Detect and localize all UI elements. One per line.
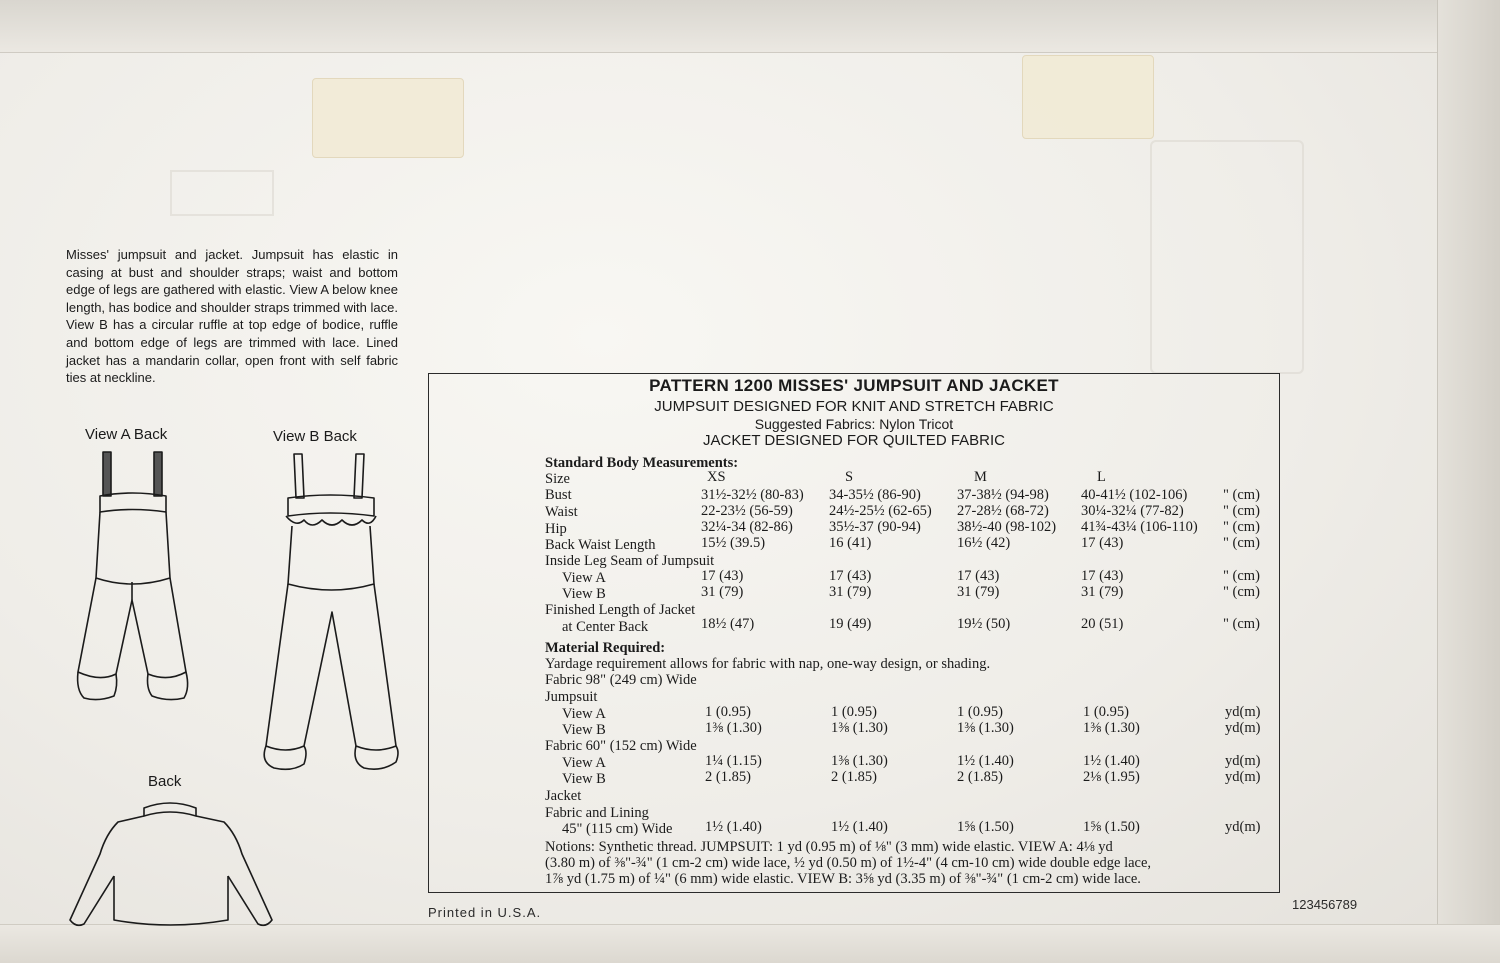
row-label: Back Waist Length (545, 537, 656, 553)
jacket-back-label: Back (148, 773, 182, 790)
measurement-chart (428, 373, 1280, 893)
cell: 1¼ (1.15) (705, 753, 762, 769)
material-heading: Material Required: (545, 640, 666, 656)
cell: 1 (0.95) (957, 704, 1003, 720)
suggested-fabrics: Suggested Fabrics: Nylon Tricot (754, 416, 954, 432)
view-a-label: View A Back (85, 426, 168, 443)
unit: " (cm) (1223, 535, 1260, 551)
cell: 1⅜ (1.30) (831, 753, 888, 769)
show-through-artwork (1150, 140, 1304, 374)
unit: yd(m) (1225, 704, 1261, 720)
cell: 1 (0.95) (705, 704, 751, 720)
view-a-back-illustration (70, 450, 210, 712)
show-through-artwork (170, 170, 274, 216)
pattern-description: Misses' jumpsuit and jacket. Jumpsuit has elastic in casing at bust and shoulder straps; waist and bottom edge of legs are gathered with elastic. View A below knee length, has bodice and shoulder straps trimmed with lace. View B has a circular ruffle at top edge of bodice, ruffle and bottom edge of legs are trimmed with lace. Lined jacket has a mandarin collar, open front with self fabric ties at neckline. (66, 247, 398, 386)
cell: 1⅜ (1.30) (957, 720, 1014, 736)
size-xs: XS (707, 469, 726, 485)
inside-leg-label: Inside Leg Seam of Jumpsuit (545, 553, 715, 569)
cell: 2 (1.85) (831, 769, 877, 785)
jacket-label: Jacket (545, 788, 582, 804)
cell: 18½ (47) (701, 616, 755, 632)
unit: " (cm) (1223, 487, 1260, 503)
row-label: Bust (545, 487, 572, 503)
notions-line: (3.80 m) of ⅜"-¾" (1 cm-2 cm) wide lace, ½ yd (0.50 m) of 1½-4" (4 cm-10 cm) wide double edge lace, (545, 855, 1152, 871)
unit: yd(m) (1225, 819, 1261, 835)
cell: 31½-32½ (80-83) (701, 487, 804, 503)
fabric-lining-label: Fabric and Lining (545, 805, 649, 821)
cell: 1 (0.95) (1083, 704, 1129, 720)
row-label: View B (562, 586, 606, 602)
unit: yd(m) (1225, 769, 1261, 785)
cell: 37-38½ (94-98) (957, 487, 1049, 503)
cell: 20 (51) (1081, 616, 1124, 632)
jacket-back-illustration (66, 794, 276, 936)
chart-subtitle: JUMPSUIT DESIGNED FOR KNIT AND STRETCH FABRIC (654, 398, 1054, 415)
cell: 1½ (1.40) (1083, 753, 1140, 769)
fabric-98-label: Fabric 98" (249 cm) Wide (545, 672, 697, 688)
envelope-flap-right (1437, 0, 1500, 963)
cell: 31 (79) (829, 584, 872, 600)
view-b-back-illustration (252, 452, 412, 774)
chart-title: PATTERN 1200 MISSES' JUMPSUIT AND JACKET (649, 376, 1059, 395)
cell: 30¼-32¼ (77-82) (1081, 503, 1184, 519)
cell: 2 (1.85) (957, 769, 1003, 785)
cell: 31 (79) (957, 584, 1000, 600)
cell: 24½-25½ (62-65) (829, 503, 932, 519)
row-label: Hip (545, 521, 567, 537)
row-label: 45" (115 cm) Wide (562, 821, 673, 837)
cell: 1 (0.95) (831, 704, 877, 720)
cell: 22-23½ (56-59) (701, 503, 793, 519)
size-s: S (845, 469, 854, 485)
size-m: M (974, 469, 987, 485)
cell: 17 (43) (829, 568, 872, 584)
row-label: View B (562, 722, 606, 738)
notions-line: Notions: Synthetic thread. JUMPSUIT: 1 yd (0.95 m) of ⅛" (3 mm) wide elastic. VIEW A: 4⅛ yd (545, 839, 1113, 855)
cell: 1⅜ (1.30) (831, 720, 888, 736)
barcode-number: 123456789 (1292, 897, 1358, 912)
cell: 31 (79) (701, 584, 744, 600)
notions-line: 1⅞ yd (1.75 m) of ¼" (6 mm) wide elastic. VIEW B: 3⅝ yd (3.35 m) of ⅜"-¾" (1 cm-2 cm) wide lace. (545, 871, 1141, 887)
cell: 19½ (50) (957, 616, 1011, 632)
tape-residue (312, 78, 464, 158)
cell: 1½ (1.40) (705, 819, 762, 835)
cell: 17 (43) (957, 568, 1000, 584)
cell: 27-28½ (68-72) (957, 503, 1049, 519)
row-label: View A (562, 755, 606, 771)
cell: 1⅜ (1.30) (705, 720, 762, 736)
unit: " (cm) (1223, 584, 1260, 600)
material-note: Yardage requirement allows for fabric with nap, one-way design, or shading. (545, 656, 991, 672)
size-label: Size (545, 471, 570, 487)
row-label: Waist (545, 504, 578, 520)
cell: 32¼-34 (82-86) (701, 519, 793, 535)
cell: 19 (49) (829, 616, 872, 632)
cell: 1⅜ (1.30) (1083, 720, 1140, 736)
unit: yd(m) (1225, 753, 1261, 769)
row-label: at Center Back (562, 619, 649, 635)
unit: " (cm) (1223, 568, 1260, 584)
cell: 17 (43) (1081, 568, 1124, 584)
cell: 16 (41) (829, 535, 872, 551)
row-label: View A (562, 570, 606, 586)
cell: 1⅝ (1.50) (957, 819, 1014, 835)
cell: 31 (79) (1081, 584, 1124, 600)
cell: 17 (43) (1081, 535, 1124, 551)
jacket-subtitle: JACKET DESIGNED FOR QUILTED FABRIC (703, 432, 1005, 449)
jumpsuit-label: Jumpsuit (545, 689, 598, 705)
cell: 38½-40 (98-102) (957, 519, 1057, 535)
printed-in-label: Printed in U.S.A. (428, 905, 542, 920)
unit: " (cm) (1223, 616, 1260, 632)
unit: " (cm) (1223, 519, 1260, 535)
fabric-60-label: Fabric 60" (152 cm) Wide (545, 738, 697, 754)
unit: " (cm) (1223, 503, 1260, 519)
cell: 34-35½ (86-90) (829, 487, 921, 503)
envelope-flap-top (0, 0, 1500, 53)
size-l: L (1097, 469, 1106, 485)
row-label: View B (562, 771, 606, 787)
body-measurements-heading: Standard Body Measurements: (545, 455, 739, 471)
cell: 17 (43) (701, 568, 744, 584)
cell: 1½ (1.40) (831, 819, 888, 835)
cell: 1⅝ (1.50) (1083, 819, 1140, 835)
cell: 16½ (42) (957, 535, 1011, 551)
cell: 2 (1.85) (705, 769, 751, 785)
unit: yd(m) (1225, 720, 1261, 736)
row-label: View A (562, 706, 606, 722)
cell: 1½ (1.40) (957, 753, 1014, 769)
view-b-label: View B Back (273, 428, 357, 445)
cell: 40-41½ (102-106) (1081, 487, 1188, 503)
cell: 2⅛ (1.95) (1083, 769, 1140, 785)
cell: 15½ (39.5) (701, 535, 766, 551)
cell: 35½-37 (90-94) (829, 519, 921, 535)
cell: 41¾-43¼ (106-110) (1081, 519, 1198, 535)
jacket-length-label: Finished Length of Jacket (545, 602, 696, 618)
tape-residue (1022, 55, 1154, 139)
